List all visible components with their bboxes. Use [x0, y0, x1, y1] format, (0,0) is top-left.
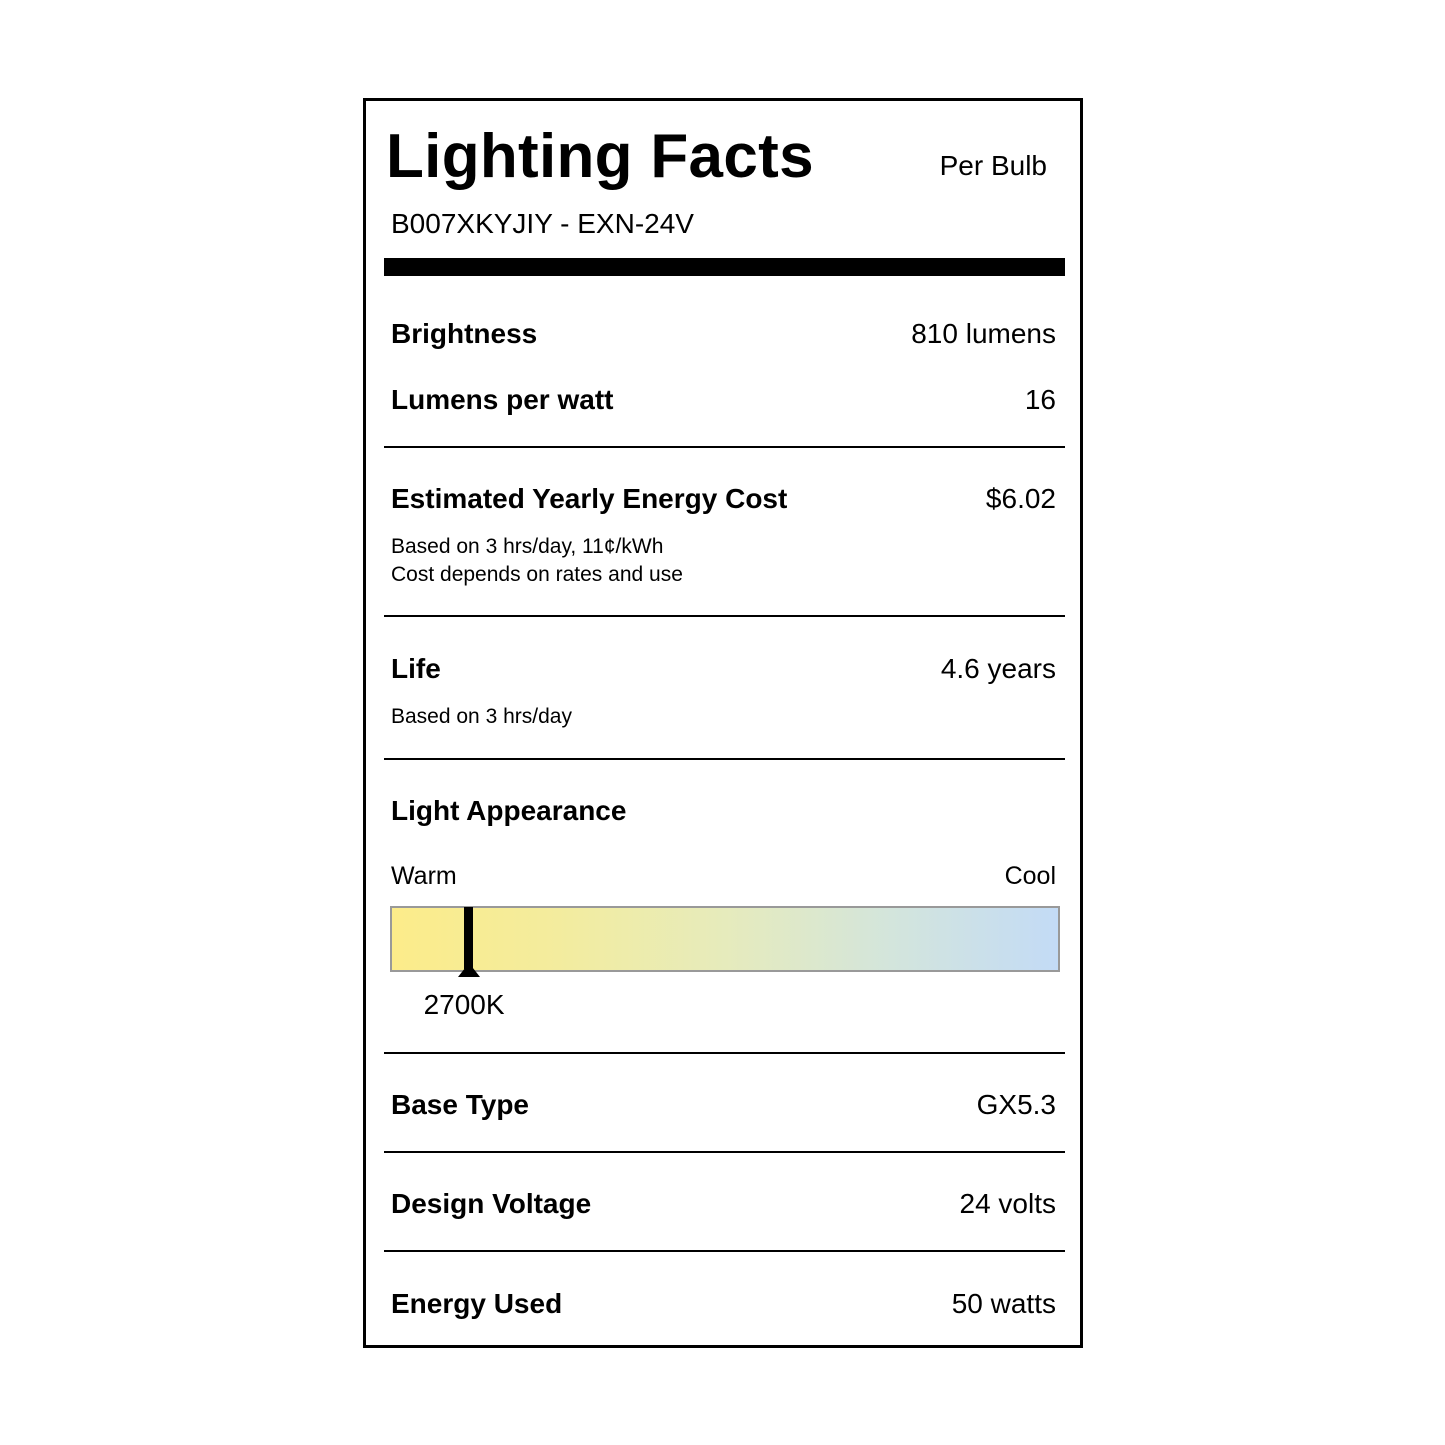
divider-5	[384, 1151, 1065, 1153]
lumens-per-watt-value: 16	[1024, 384, 1056, 415]
marker-pointer-icon	[458, 963, 480, 977]
color-temperature-spectrum	[390, 906, 1060, 972]
model-number: B007XKYJIY - EXN-24V	[391, 208, 694, 239]
color-temperature-value: 2700K	[423, 989, 505, 1020]
energy-cost-value: $6.02	[985, 483, 1056, 514]
light-appearance-label: Light Appearance	[391, 795, 627, 826]
per-bulb-text: Per Bulb	[939, 150, 1047, 181]
life-value: 4.6 years	[940, 653, 1056, 684]
design-voltage-value: 24 volts	[959, 1188, 1056, 1219]
label-title: Lighting Facts	[386, 122, 814, 191]
divider-2	[384, 615, 1065, 617]
base-type-label: Base Type	[391, 1089, 529, 1120]
divider-6	[384, 1250, 1065, 1252]
energy-used-label: Energy Used	[391, 1288, 563, 1319]
energy-cost-label: Estimated Yearly Energy Cost	[391, 483, 788, 514]
design-voltage-label: Design Voltage	[391, 1188, 592, 1219]
divider-1	[384, 446, 1065, 448]
energy-cost-note-rate: Based on 3 hrs/day, 11¢/kWh	[391, 535, 664, 558]
color-temperature-marker	[464, 907, 473, 969]
divider-4	[384, 1052, 1065, 1054]
base-type-value: GX5.3	[976, 1089, 1056, 1120]
cool-label: Cool	[1004, 862, 1056, 890]
life-note: Based on 3 hrs/day	[391, 705, 572, 728]
energy-used-value: 50 watts	[951, 1288, 1056, 1319]
header-divider	[384, 258, 1065, 276]
lighting-facts-label	[363, 98, 1083, 1348]
brightness-label: Brightness	[391, 318, 538, 349]
divider-3	[384, 758, 1065, 760]
warm-label: Warm	[391, 862, 457, 890]
lumens-per-watt-label: Lumens per watt	[391, 384, 614, 415]
brightness-value: 810 lumens	[911, 318, 1056, 349]
life-label: Life	[391, 653, 441, 684]
energy-cost-note-usage: Cost depends on rates and use	[391, 563, 683, 586]
